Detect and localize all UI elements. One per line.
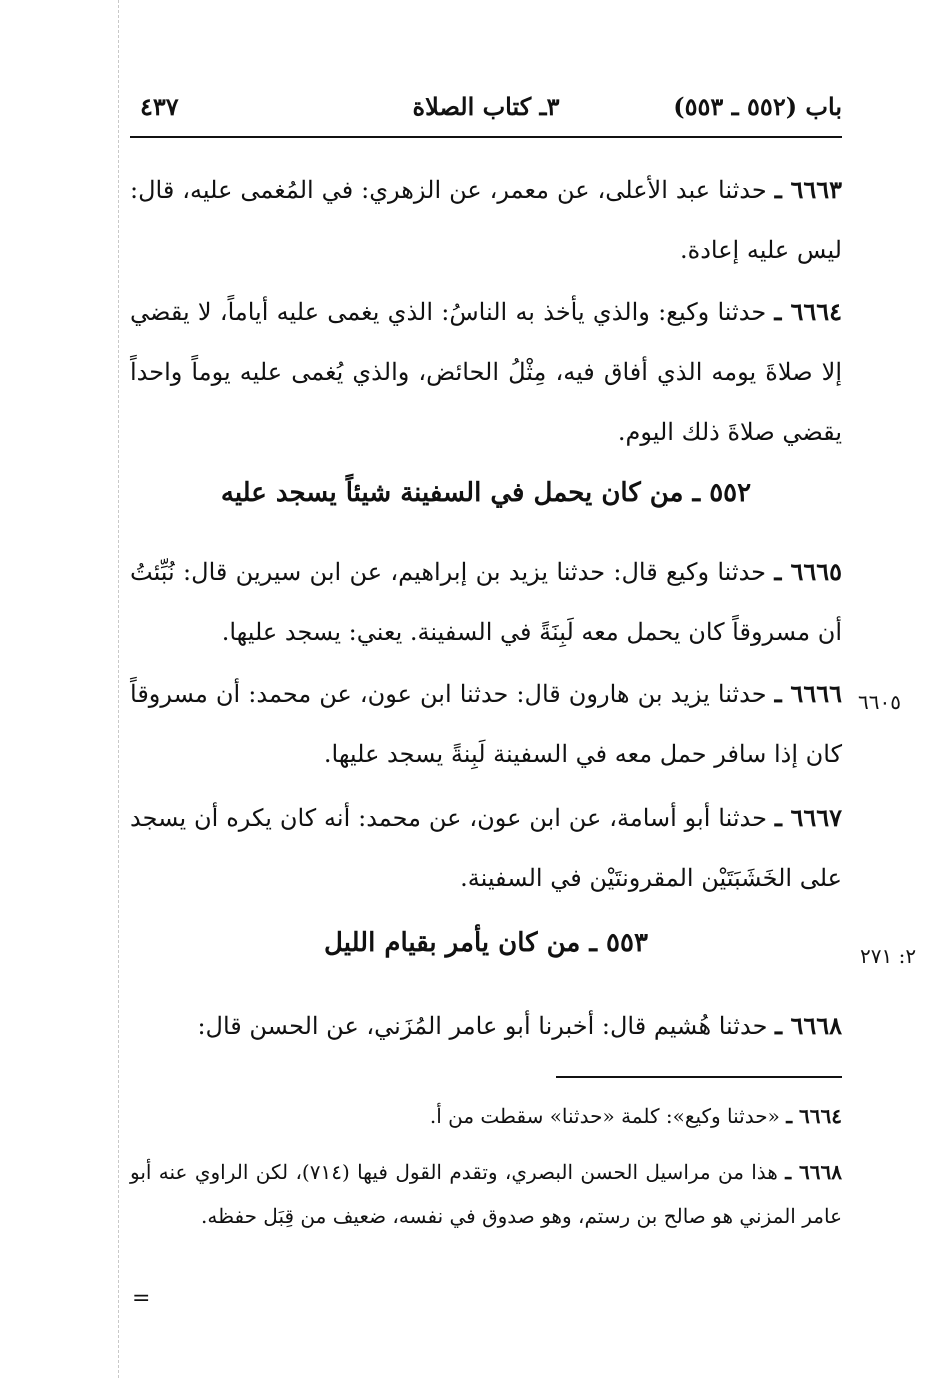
hadith-text: حدثنا وكيع قال: حدثنا يزيد بن إبراهيم، عن ابن سيرين قال: نُبِّئتُ أن مسروقاً كان يحمل معه لَبِنَةً في السفينة. يعني: يسجد عليها.	[130, 558, 842, 646]
hadith-text: حدثنا يزيد بن هارون قال: حدثنا ابن عون، عن محمد: أن مسروقاً كان إذا سافر حمل معه في السفينة لَبِنةً يسجد عليها.	[130, 680, 842, 768]
hadith-number: ٦٦٦٤ ـ	[774, 297, 842, 326]
hadith-number: ٦٦٦٦ ـ	[774, 679, 842, 708]
hadith-6666	[130, 664, 842, 784]
gutter-line	[118, 0, 119, 1378]
hadith-number: ٦٦٦٥ ـ	[774, 557, 843, 586]
hadith-text: حدثنا وكيع: والذي يأخذ به الناسُ: الذي يغمى عليه أياماً، لا يقضي إلا صلاةَ يومه الذي أفاق فيه، مِثْلُ الحائض، والذي يُغمى عليه يوماً واحداً يقضي صلاةَ ذلك اليوم.	[130, 298, 842, 446]
hadith-6664	[130, 282, 842, 462]
section-title-552: ٥٥٢ ـ من كان يحمل في السفينة شيئاً يسجد عليه	[220, 478, 752, 508]
footnote-number: ٦٦٦٤ ـ	[786, 1104, 842, 1128]
footnote-6664	[130, 1094, 842, 1138]
footnote-text: «حدثنا وكيع»: كلمة «حدثنا» سقطت من أ.	[429, 1104, 780, 1128]
chapter-range: باب (٥٥٢ ـ ٥٥٣)	[673, 92, 842, 121]
footnote-text: هذا من مراسيل الحسن البصري، وتقدم القول فيها (٧١٤)، لكن الراوي عنه أبو عامر المزني هو صالح بن رستم، وهو صدوق في نفسه، ضعيف من قِبَل حفظه.	[130, 1160, 842, 1228]
footnote-6668	[130, 1150, 842, 1238]
hadith-text: حدثنا عبد الأعلى، عن معمر، عن الزهري: في المُغمى عليه، قال: ليس عليه إعادة.	[130, 176, 842, 264]
continuation-mark: =	[132, 1286, 151, 1311]
hadith-text: حدثنا أبو أسامة، عن ابن عون، عن محمد: أنه كان يكره أن يسجد على الخَشَبَتَيْن المقرونتَيْن في السفينة.	[130, 804, 842, 892]
hadith-number: ٦٦٦٨ ـ	[775, 1011, 842, 1040]
page-header	[130, 92, 842, 136]
hadith-6663	[130, 160, 842, 280]
header-rule	[130, 136, 842, 138]
page-number: ٤٣٧	[140, 92, 179, 121]
hadith-number: ٦٦٦٣ ـ	[774, 175, 842, 204]
section-title-553: ٥٥٣ ـ من كان يأمر بقيام الليل	[324, 928, 648, 958]
book-title: ٣ـ كتاب الصلاة	[412, 92, 560, 121]
footnote-number: ٦٦٦٨ ـ	[785, 1160, 842, 1184]
footnote-rule	[556, 1076, 842, 1078]
hadith-6668	[130, 996, 842, 1056]
margin-note-6605: ٦٦٠٥	[858, 690, 901, 714]
margin-note-volume: ٢: ٢٧١	[860, 944, 917, 968]
hadith-text: حدثنا هُشيم قال: أخبرنا أبو عامر المُزَني، عن الحسن قال:	[197, 1012, 768, 1040]
hadith-6667	[130, 788, 842, 908]
hadith-number: ٦٦٦٧ ـ	[774, 803, 842, 832]
hadith-6665	[130, 542, 842, 662]
